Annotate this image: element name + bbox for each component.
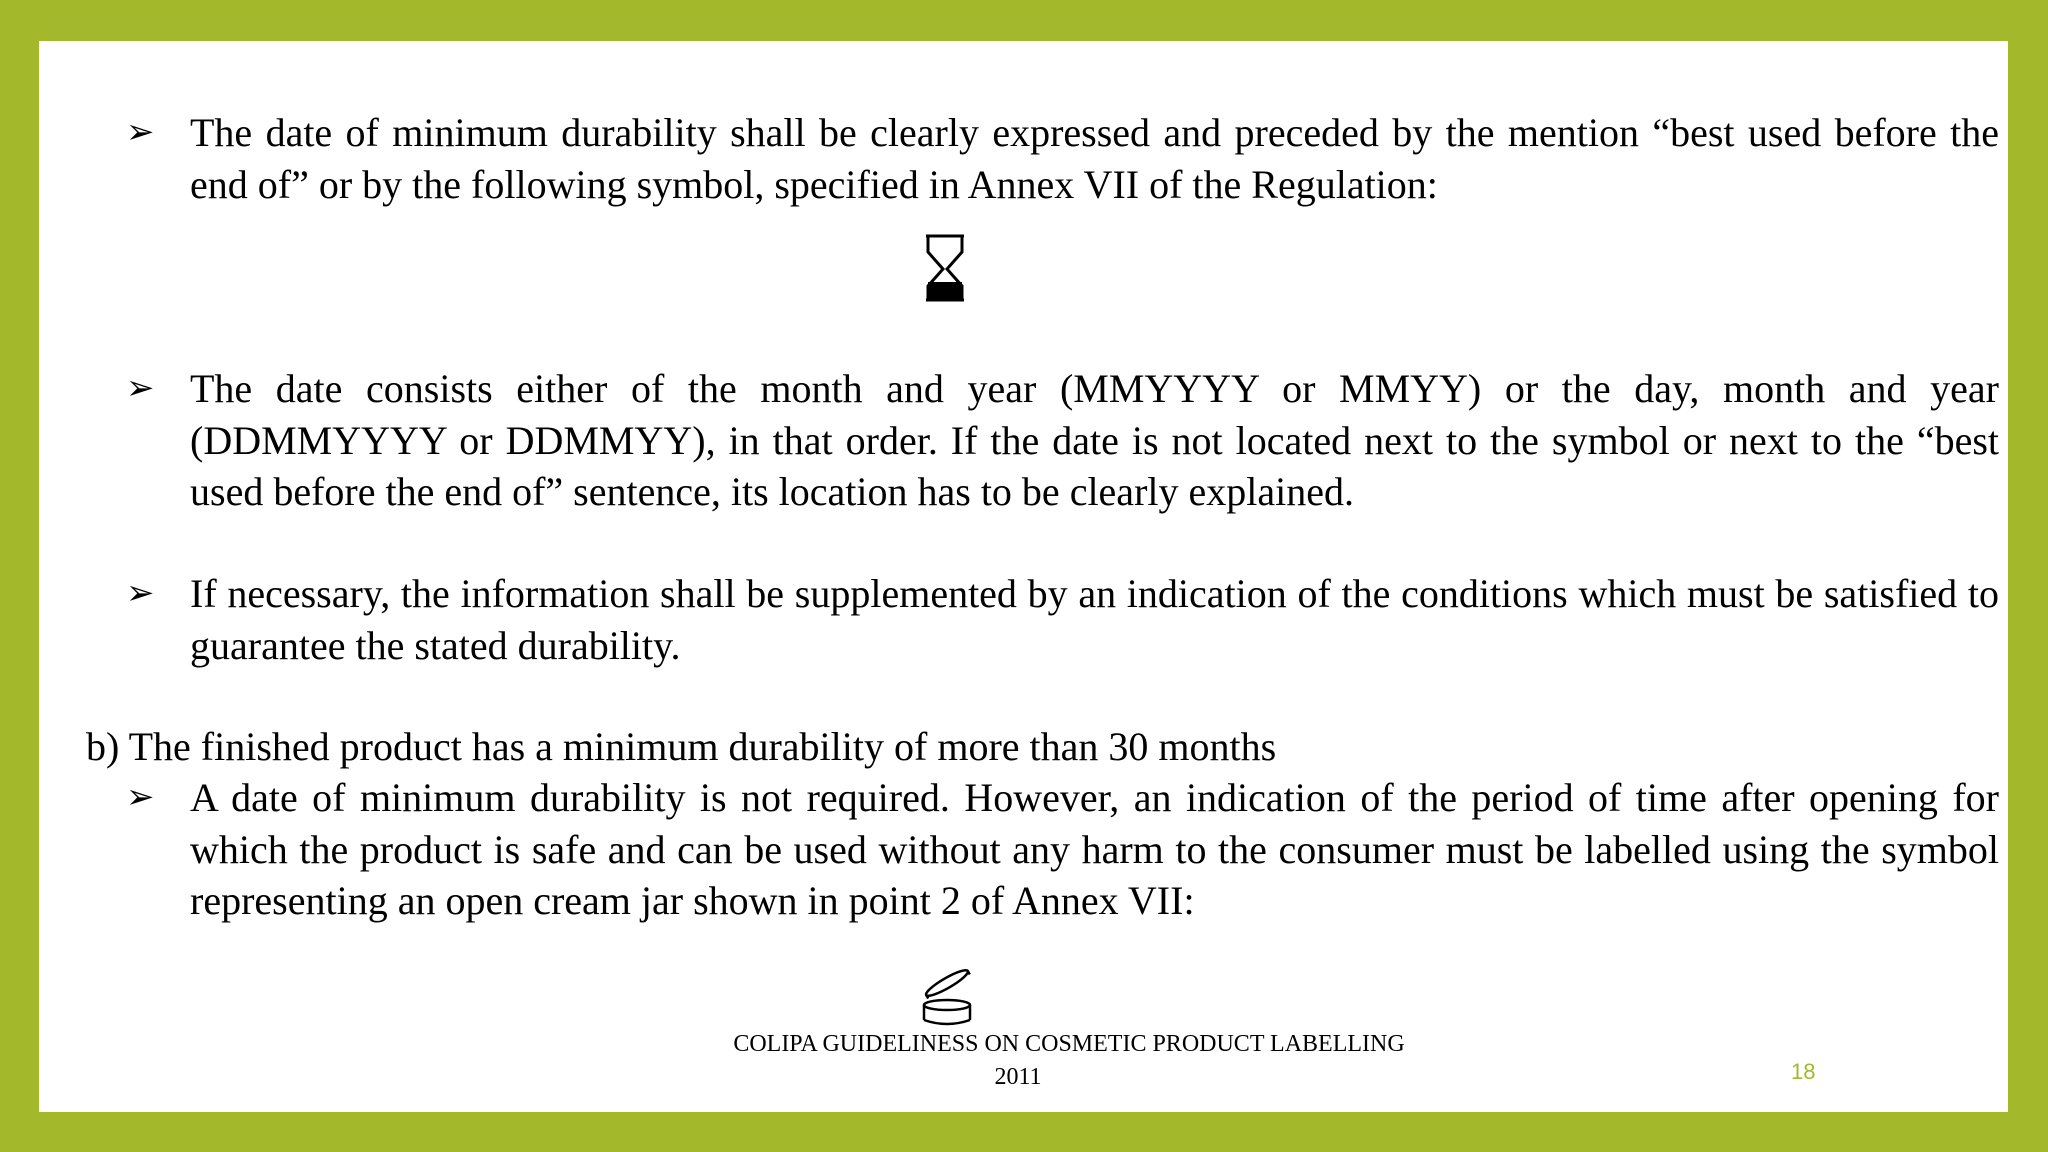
slide-content <box>39 41 2008 1112</box>
bullet-marker: ➢ <box>126 777 155 817</box>
bullet-text: The date consists either of the month and year (MMYYYY or MMYY) or the day, month and year (DDMMYYYY or DDMMYY), in that order. If the date is not located next to the symbol or next to the “best used before the end of” sentence, its location has to be clearly explained. <box>190 366 1999 514</box>
bullet-marker: ➢ <box>126 112 155 152</box>
section-heading: b) The finished product has a minimum durability of more than 30 months <box>86 724 1277 769</box>
bullet-marker: ➢ <box>126 368 155 408</box>
bullet-text: A date of minimum durability is not required. However, an indication of the period of time after opening for which the product is safe and can be used without any harm to the consumer must be labelled using the symbol representing an open cream jar shown in point 2 of Annex VII: <box>190 775 1999 923</box>
bullet-marker: ➢ <box>126 573 155 613</box>
hourglass-icon <box>924 234 968 307</box>
footer-year: 2011 <box>994 1064 1042 1090</box>
bullet-text: The date of minimum durability shall be clearly expressed and preceded by the mention “best used before the end of” or by the following symbol, specified in Annex VII of the Regulation: <box>190 110 1999 207</box>
bullet-text: If necessary, the information shall be supplemented by an indication of the conditions which must be satisfied to guarantee the stated durability. <box>190 571 1999 668</box>
footer-title: COLIPA GUIDELINESS ON COSMETIC PRODUCT LABELLING <box>733 1031 1405 1057</box>
open-jar-icon <box>916 965 978 1032</box>
page-number: 18 <box>1791 1059 1816 1084</box>
